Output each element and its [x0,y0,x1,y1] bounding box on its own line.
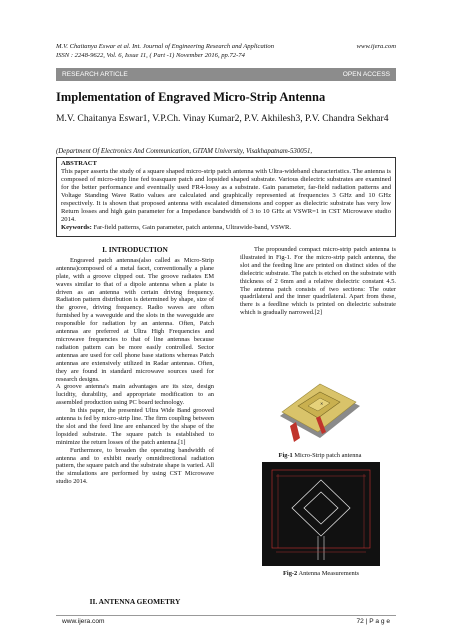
abstract-heading: ABSTRACT [61,160,97,167]
header-issn: ISSN : 2248-9622, Vol. 6, Issue 11, ( Part -1) November 2016, pp.72-74 [56,52,245,59]
section-introduction-heading: I. INTRODUCTION [102,245,168,254]
keywords-line [61,224,391,232]
geometry-paragraph-1: The propounded compact micro-strip patch antenna is illustrated in Fig-1. For the micro-strip patch antenna, the slot and the feeding line are printed on distinct sides of the dielectric substrate. The patch is etched on the substrate with thickness of 2 6mm and a relative dielectric constant 4.5. The antenna patch consists of two sections: The outer quadrilateral and the inner quadrilateral. Apart from these, there is a feedline which is printed on dielectric substrate which is gradually narrowed.[2] [240,246,396,317]
fig2-caption-text: Antenna Measurements [298,570,359,577]
keywords-text: Far-field patterns, Gain parameter, patch antenna, Ultrawide-band, VSWR. [93,224,292,231]
running-header [56,42,396,60]
abstract-text: This paper asserts the study of a square shaped micro-strip patch antenna with Ultra-wideband characteristics. The antenna is composed of micro-strip line fed toasquare patch and lopsided shaped substrate. Various dielectric substrates are examined for the better performance and eventually used FR4-lossy as a substrate. Gain parameter, far-field radiation patterns and Voltage Standing Wave Ratio values are calculated and graphically represented at frequencies 3 GHz and 10 GHz respectively. It is shown that proposed antenna with escalated dimensions and copper as dielectric substrate has very low Return losses and high gain parameter for a Impedance bandwidth of 3 to 10 GHz at VSWR=1 in CST Microwave studio 2014. [61,168,391,223]
footer-website[interactable]: www.ijera.com [62,618,105,625]
paper-title: Implementation of Engraved Micro-Strip Antenna [56,90,326,104]
intro-paragraph-3: In this paper, the presented Ultra Wide Band grooved antenna is fed by micro-strip line. The firm coupling between the slot and the feed line are enhanced by the shape of the lopsided substrate. The square patch is established to minimize the return losses of the patch antenna.[1] [56,407,214,446]
header-citation: M.V. Chaitanya Eswar et al. Int. Journal of Engineering Research and Application [56,43,274,50]
article-banner [56,68,396,81]
left-column [56,246,214,486]
fig1-label: Fig-1 [278,452,293,459]
page-footer [56,615,396,628]
banner-open-access: OPEN ACCESS [342,71,390,78]
fig1-caption-text: Micro-Strip patch antenna [294,452,362,459]
intro-paragraph-2: A groove antenna's main advantages are its size, design lucidity, durability, and appropriate modification to an assembled production using PC board technology. [56,383,214,407]
fig2-label: Fig-2 [283,570,298,577]
banner-research-article: RESEARCH ARTICLE [62,71,128,78]
antenna-3d-figure [260,366,380,446]
keywords-label: Keywords: [61,224,92,231]
affiliation: (Department Of Electronics And Communication, GITAM University, Visakhapatnam-530051, [56,148,313,155]
author-list: M.V. Chaitanya Eswar1, V.P.Ch. Vinay Kumar2, P.V. Akhilesh3, P.V. Chandra Sekhar4 [56,113,389,124]
intro-paragraph-4: Furthermore, to broaden the operating bandwidth of antenna and to exhibit nearly omnidirectional radiation pattern, the square patch and the substrate shape is varied. All the simulations are performed by using CST Microwave studio 2014. [56,446,214,486]
fig1-caption [262,452,378,459]
abstract-box [56,157,396,237]
intro-paragraph-1: Engraved patch antennas(also called as Micro-Strip antenna)composed of a metal facet, conventionally a plane plate, with a groove clipped out. The groove radiates EM waves similar to that of a dipole antenna when a plate is driven as an antenna with certain driving frequency. Radiation pattern distribution is determined by shape, size of the groove, driving frequency. Radio waves are often furnished by a waveguide and the slots in the waveguide are responsible for radiation by an antenna. Often, Patch antennas are preferred at Ultra High Frequencies and microwave frequencies to that of line antennas because radiation pattern can be more easily controlled. Sector antennas are used for cell phone base stations whereas Patch antennas are extensively utilized in Radar antennas. Often, they are found in standard microwave sources used for research designs. [56,256,214,383]
header-website[interactable]: www.ijera.com [356,43,396,50]
section-antenna-geometry-heading: II. ANTENNA GEOMETRY [89,597,181,606]
axis-marker-icon: ✕ [320,401,324,406]
antenna-measurement-figure [262,462,380,566]
page-number: 72 | P a g e [356,618,390,625]
right-column [240,246,396,317]
fig2-caption [262,570,380,577]
